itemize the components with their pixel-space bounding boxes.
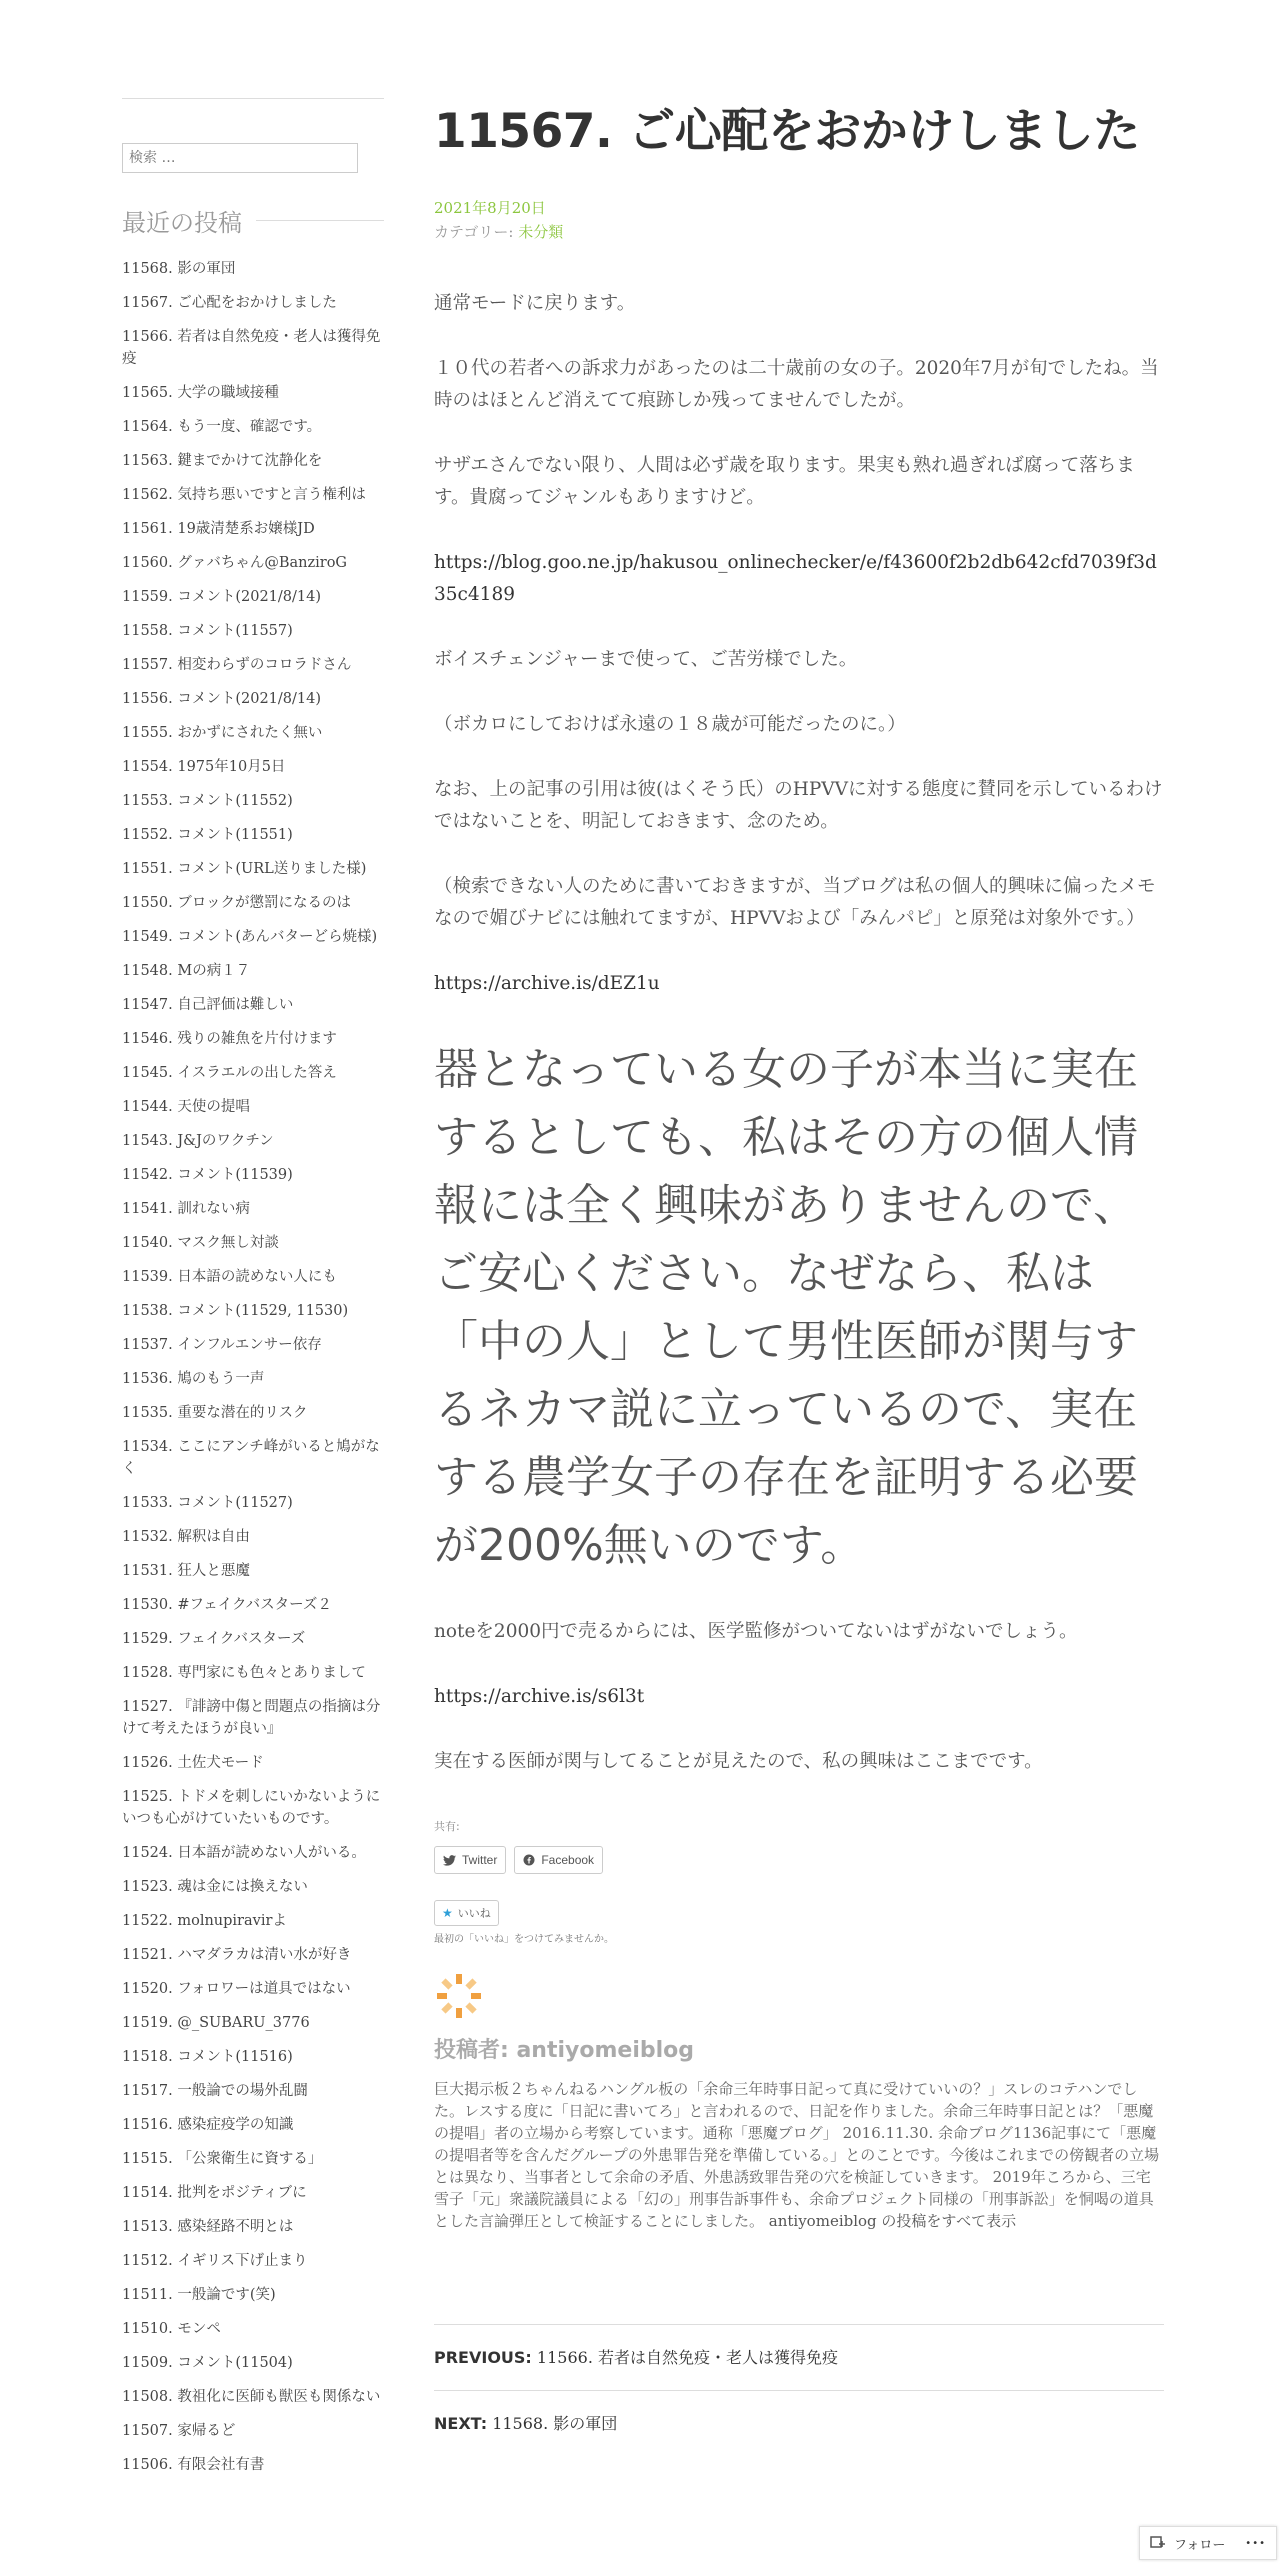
recent-post-link[interactable]: 11511. 一般論です(笑) (122, 2287, 276, 2303)
recent-post-link[interactable]: 11533. コメント(11527) (122, 1495, 293, 1511)
author-box (434, 1957, 1164, 2232)
recent-post-link[interactable]: 11543. J&Jのワクチン (122, 1133, 274, 1149)
post-paragraph: （検索できない人のために書いておきますが、当ブログは私の個人的興味に偏ったメモなので媚びナビには触れてますが、HPVVおよび「みんパピ」と原発は対象外です。） (434, 876, 1156, 929)
paragraphs-before (434, 288, 1164, 1000)
recent-post-link[interactable]: 11522. molnupiravirよ (122, 1913, 287, 1929)
facebook-label: Facebook (541, 1853, 595, 1867)
post-navigation (434, 2324, 1164, 2456)
post-paragraph: サザエさんでない限り、人間は必ず歳を取ります。果実も熟れ過ぎれば腐って落ちます。貴腐ってジャンルもありますけど。 (434, 455, 1135, 508)
post-date[interactable]: 2021年8月20日 (434, 199, 546, 217)
category-link[interactable]: 未分類 (518, 223, 564, 241)
recent-post-link[interactable]: 11553. コメント(11552) (122, 793, 293, 809)
recent-post-link[interactable]: 11528. 専門家にも色々とありまして (122, 1665, 366, 1681)
recent-post-link[interactable]: 11529. フェイクバスターズ (122, 1631, 306, 1647)
sidebar-top-divider (122, 98, 384, 99)
post-paragraph: 通常モードに戻ります。 (434, 293, 636, 314)
recent-post-link[interactable]: 11509. コメント(11504) (122, 2355, 293, 2371)
recent-post-link[interactable]: 11549. コメント(あんバターどら焼様) (122, 929, 378, 945)
title-rule (256, 220, 384, 221)
author-avatar-icon (434, 1971, 484, 2021)
recent-post-link[interactable]: 11518. コメント(11516) (122, 2049, 293, 2065)
recent-post-link[interactable]: 11525. トドメを刺しにいかないようにいつも心がけていたいものです。 (122, 1789, 381, 1827)
recent-post-link[interactable]: 11556. コメント(2021/8/14) (122, 691, 322, 707)
recent-post-link[interactable]: 11524. 日本語が読めない人がいる。 (122, 1845, 366, 1861)
recent-post-link[interactable]: 11506. 有限会社有書 (122, 2457, 265, 2473)
like-label: いいね (457, 1907, 491, 1920)
recent-post-link[interactable]: 11514. 批判をポジティブに (122, 2185, 307, 2201)
recent-post-link[interactable]: 11539. 日本語の読めない人にも (122, 1269, 337, 1285)
post-paragraph: なお、上の記事の引用は彼(はくそう氏）のHPVVに対する態度に賛同を示しているわけではないことを、明記しておきます、念のため。 (434, 779, 1163, 832)
recent-post-link[interactable]: 11562. 気持ち悪いですと言う権利は (122, 487, 366, 503)
next-label: NEXT: (434, 2414, 488, 2433)
follow-button[interactable] (1139, 2526, 1277, 2560)
recent-posts-list (122, 258, 384, 2476)
post-body (434, 288, 1164, 1778)
recent-post-link[interactable]: 11548. Mの病１７ (122, 963, 251, 979)
recent-post-link[interactable]: 11542. コメント(11539) (122, 1167, 293, 1183)
recent-posts-title-text: 最近の投稿 (122, 209, 242, 237)
recent-post-link[interactable]: 11544. 天使の提唱 (122, 1099, 250, 1115)
recent-post-link[interactable]: 11551. コメント(URL送りました様) (122, 861, 367, 877)
recent-post-link[interactable]: 11536. 鳩のもう一声 (122, 1371, 265, 1387)
recent-post-link[interactable]: 11554. 1975年10月5日 (122, 759, 286, 775)
recent-post-link[interactable]: 11563. 鍵までかけて沈静化を (122, 453, 323, 469)
post-title: 11567. ご心配をおかけしました (434, 104, 1140, 159)
facebook-icon (523, 1854, 535, 1866)
more-icon[interactable]: ••• (1245, 2537, 1266, 2549)
sidebar (122, 98, 384, 2488)
author-bio-text: 巨大掲示板２ちゃんねるハングル板の「余命三年時事日記って真に受けていいの？」スレのコテハンでした。レスする度に「日記に書いてろ」と言われるので、日記を作りました。余命三年時事日記とは？「悪魔の提唱」者の立場から考察しています。通称「悪魔ブログ」 2016.11.30. 余命ブログ1136記事にて「悪魔の提唱者等を含んだグループの外患罪告発を準備している。」とのことです。今後はこれまでの傍観者の立場とは異なり、当事者として余命の矛盾、外患誘致罪告発の穴を検証していきます。 2019年ころから、三宅雪子「元」衆議院議員による「幻の」刑事告訴事件も、余命プロジェクト同様の「刑事訴訟」を恫喝の道具とした言論弾圧として検証することにしました。 (434, 2080, 1160, 2230)
recent-post-link[interactable]: 11561. 19歳清楚系お嬢様JD (122, 521, 315, 537)
recent-post-link[interactable]: 11564. もう一度、確認です。 (122, 419, 322, 435)
post-paragraph: （ボカロにしておけば永遠の１８歳が可能だったのに。） (434, 714, 906, 735)
post-link[interactable]: https://blog.goo.ne.jp/hakusou_onlinechecker/e/f43600f2b2db642cfd7039f3d35c4189 (434, 552, 1157, 605)
previous-title: 11566. 若者は自然免疫・老人は獲得免疫 (536, 2348, 838, 2367)
recent-post-link[interactable]: 11560. グァバちゃん@BanziroG (122, 555, 348, 571)
recent-post-link[interactable]: 11527. 『誹謗中傷と問題点の指摘は分けて考えたほうが良い』 (122, 1699, 381, 1737)
recent-post-link[interactable]: 11516. 感染症疫学の知識 (122, 2117, 294, 2133)
recent-post-link[interactable]: 11568. 影の軍団 (122, 261, 236, 277)
star-icon: ★ (442, 1906, 453, 1920)
recent-post-link[interactable]: 11541. 訓れない病 (122, 1201, 250, 1217)
recent-post-link[interactable]: 11530. #フェイクバスターズ２ (122, 1597, 332, 1613)
category-label: カテゴリー: (434, 223, 519, 241)
follow-icon (1150, 2536, 1166, 2550)
like-button[interactable] (434, 1900, 499, 1926)
author-all-posts-link[interactable]: antiyomeiblog の投稿をすべて表示 (768, 2212, 1017, 2230)
recent-post-link[interactable]: 11540. マスク無し対談 (122, 1235, 279, 1251)
recent-post-link[interactable]: 11510. モンペ (122, 2321, 221, 2337)
recent-post-link[interactable]: 11535. 重要な潜在的リスク (122, 1405, 308, 1421)
recent-post-link[interactable]: 11523. 魂は金には換えない (122, 1879, 308, 1895)
recent-post-link[interactable]: 11512. イギリス下げ止まり (122, 2253, 308, 2269)
post-link[interactable]: https://archive.is/dEZ1u (434, 973, 660, 994)
recent-post-link[interactable]: 11513. 感染経路不明とは (122, 2219, 294, 2235)
post-paragraph: noteを2000円で売るからには、医学監修がついてないはずがないでしょう。 (434, 1621, 1078, 1642)
recent-post-link[interactable]: 11507. 家帰るど (122, 2423, 236, 2439)
twitter-share-button[interactable] (434, 1846, 506, 1874)
recent-posts-title (122, 203, 384, 238)
recent-post-link[interactable]: 11521. ハマダラカは清い水が好き (122, 1947, 352, 1963)
quote-text: 器となっている女の子が本当に実在するとしても、私はその方の個人情報には全く興味がありませんので、ご安心ください。なぜなら、私は「中の人」として男性医師が関与するネカマ説に立っているので、実在する農学女子の存在を証明する必要が200%無いのです。 (434, 1044, 1138, 1571)
recent-post-link[interactable]: 11547. 自己評価は難しい (122, 997, 294, 1013)
recent-post-link[interactable]: 11517. 一般論での場外乱闘 (122, 2083, 308, 2099)
share-label: 共有: (434, 1820, 460, 1833)
next-post-link[interactable] (434, 2390, 1164, 2456)
recent-post-link[interactable]: 11559. コメント(2021/8/14) (122, 589, 322, 605)
recent-post-link[interactable]: 11546. 残りの雑魚を片付けます (122, 1031, 337, 1047)
post-link[interactable]: https://archive.is/s6l3t (434, 1686, 645, 1707)
post-content (434, 96, 1164, 2456)
paragraphs-after (434, 1616, 1164, 1778)
author-name: 投稿者: antiyomeiblog (434, 2038, 695, 2063)
recent-post-link[interactable]: 11567. ご心配をおかけしました (122, 295, 337, 311)
follow-label: フォロー (1174, 2537, 1226, 2553)
recent-post-link[interactable]: 11526. 土佐犬モード (122, 1755, 264, 1771)
recent-post-link[interactable]: 11519. @_SUBARU_3776 (122, 2015, 310, 2031)
recent-post-link[interactable]: 11508. 教祖化に医師も獣医も関係ない (122, 2389, 381, 2405)
post-paragraph: １０代の若者への訴求力があったのは二十歳前の女の子。2020年7月が旬でしたね。当時のはほとんど消えてて痕跡しか残ってませんでしたが。 (434, 358, 1159, 411)
previous-post-link[interactable] (434, 2324, 1164, 2390)
twitter-label: Twitter (462, 1853, 498, 1867)
search-input[interactable] (122, 143, 358, 173)
next-title: 11568. 影の軍団 (492, 2414, 618, 2433)
recent-post-link[interactable]: 11538. コメント(11529, 11530) (122, 1303, 349, 1319)
recent-post-link[interactable]: 11555. おかずにされたく無い (122, 725, 323, 741)
facebook-share-button[interactable] (514, 1846, 603, 1874)
previous-label: PREVIOUS: (434, 2348, 532, 2367)
recent-post-link[interactable]: 11515. 「公衆衛生に資する」 (122, 2151, 323, 2167)
post-paragraph: ボイスチェンジャーまで使って、ご苦労様でした。 (434, 649, 858, 670)
post-paragraph: 実在する医師が関与してることが見えたので、私の興味はここまでです。 (434, 1751, 1043, 1772)
recent-post-link[interactable]: 11558. コメント(11557) (122, 623, 293, 639)
like-note: 最初の「いいね」をつけてみませんか。 (434, 1934, 614, 1945)
share-buttons (434, 1846, 1164, 1874)
recent-post-link[interactable]: 11537. インフルエンサー依存 (122, 1337, 322, 1353)
recent-post-link[interactable]: 11532. 解釈は自由 (122, 1529, 250, 1545)
recent-post-link[interactable]: 11520. フォロワーは道具ではない (122, 1981, 351, 1997)
recent-post-link[interactable]: 11565. 大学の職域接種 (122, 385, 279, 401)
recent-post-link[interactable]: 11531. 狂人と悪魔 (122, 1563, 250, 1579)
post-meta (434, 196, 1164, 244)
recent-post-link[interactable]: 11545. イスラエルの出した答え (122, 1065, 337, 1081)
recent-post-link[interactable]: 11557. 相変わらずのコロラドさん (122, 657, 352, 673)
twitter-icon (443, 1855, 456, 1866)
recent-post-link[interactable]: 11566. 若者は自然免疫・老人は獲得免疫 (122, 329, 381, 367)
recent-post-link[interactable]: 11534. ここにアンチ峰がいると鳩がなく (122, 1439, 380, 1477)
recent-post-link[interactable]: 11552. コメント(11551) (122, 827, 293, 843)
recent-post-link[interactable]: 11550. ブロックが懲罰になるのは (122, 895, 352, 911)
author-bio (434, 2078, 1164, 2232)
